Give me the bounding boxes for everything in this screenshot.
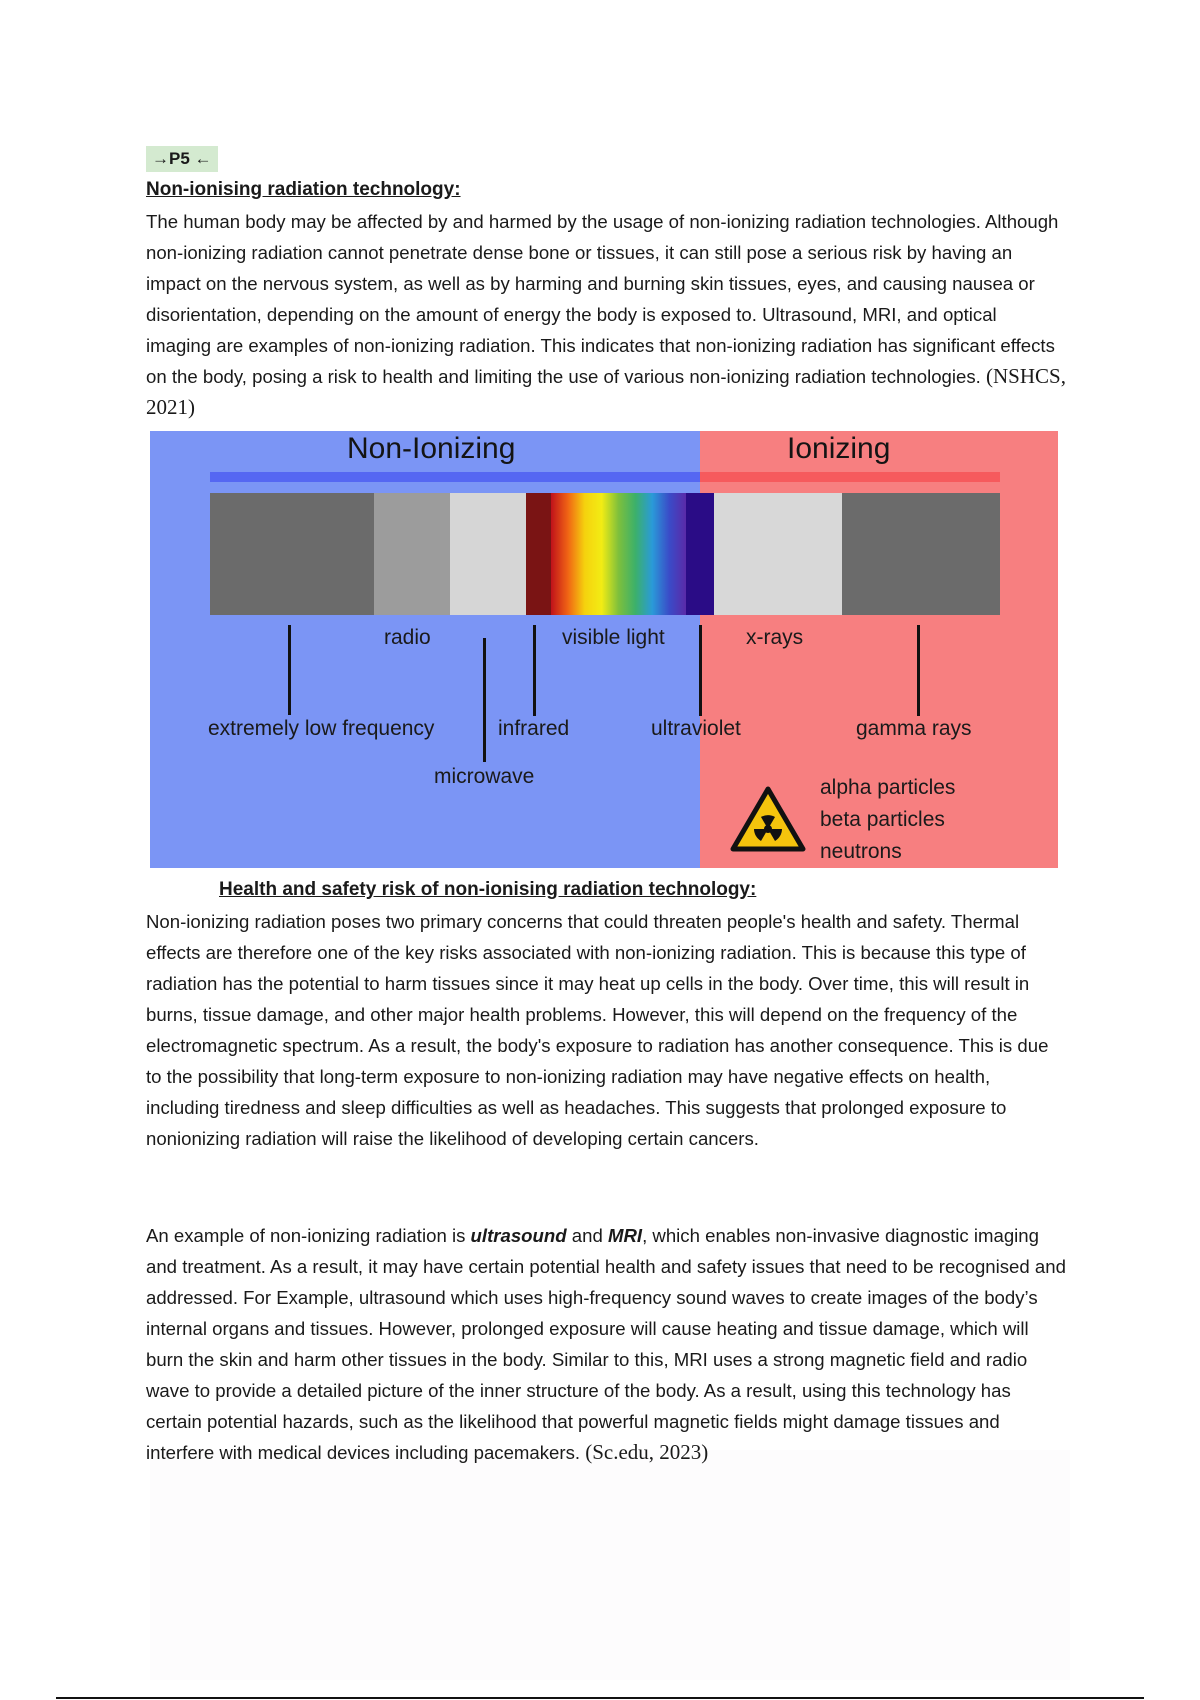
non-ionizing-title: Non-Ionizing [347,432,516,465]
spectrum-figure [150,431,1058,868]
label-x-rays: x-rays [746,626,804,649]
bottom-rule [56,1697,1144,1699]
tick-ultraviolet [699,625,702,716]
page-marker: →P5 ← [146,146,218,172]
spectrum-band-gamma [842,493,1000,615]
label-radio: radio [384,626,431,649]
spectrum-band-microwave [450,493,526,615]
citation-nshcs: (NSHCS, 2021) [146,364,1066,419]
citation-sc-edu: (Sc.edu, 2023) [585,1440,709,1464]
tick-microwave [483,638,486,762]
term-ultrasound: ultrasound [470,1225,567,1246]
paragraph-conjunction: and [566,1225,608,1246]
label-gamma-rays: gamma rays [856,717,972,740]
term-mri: MRI [607,1225,643,1246]
tick-gamma [917,625,920,716]
label-microwave: microwave [434,765,535,788]
paragraph-ultrasound-mri [146,1220,1066,1468]
page-shade [150,1450,1070,1680]
paragraph-health-safety: Non-ionizing radiation poses two primary concerns that could threaten people's health and safety. Thermal effects are therefore one of the key risks associated with non-ionizing radiation. This is because this type of radiation has the potential to harm tissues since it may heat up cells in the body. Over time, this will result in burns, tissue damage, and other major health problems. However, this will depend on the frequency of the electromagnetic spectrum. As a result, the body's exposure to radiation has another consequence. This is due to the possibility that long-term exposure to non-ionizing radiation may have negative effects on health, including tiredness and sleep difficulties as well as headaches. This suggests that prolonged exposure to nonionizing radiation will raise the likelihood of developing certain cancers. [146,911,1049,1149]
paragraph-text: The human body may be affected by and harmed by the usage of non-ionizing radiation technologies. Although non-ionizing radiation cannot penetrate dense bone or tissues, it can still pose a serious risk by having an impact on the nervous system, as well as by harming and burning skin tissues, eyes, and causing nausea or disorientation, depending on the amount of energy the body is exposed to. Ultrasound, MRI, and optical imaging are examples of non-ionizing radiation. This indicates that non-ionizing radiation has significant effects on the body, posing a risk to health and limiting the use of various non-ionizing radiation technologies. [146,211,1059,387]
paragraph-text: , which enables non-invasive diagnostic imaging and treatment. As a result, it may have certain potential health and safety issues that need to be recognised and addressed. For Example, ultrasound which uses high-frequency sound waves to create images of the body’s internal organs and tissues. However, prolonged exposure will cause heating and tissue damage, which will burn the skin and harm other tissues in the body. Similar to this, MRI uses a strong magnetic field and radio wave to provide a detailed picture of the inner structure of the body. As a result, using this technology has certain potential hazards, such as the likelihood that powerful magnetic fields might damage tissues and interfere with medical devices including pacemakers. [146,1225,1066,1463]
section-title-non-ionising: Non-ionising radiation technology: [146,179,461,200]
spectrum-band-elf [210,493,374,615]
radiation-hazard-icon [730,785,806,853]
label-ultraviolet: ultraviolet [651,717,741,740]
spectrum-band-ultraviolet [686,493,714,615]
ionizing-bar [700,472,1000,482]
label-beta-particles: beta particles [820,808,945,831]
label-infrared: infrared [498,717,570,740]
spectrum-band-infrared [526,493,551,615]
label-neutrons: neutrons [820,840,902,863]
section-title-health-safety: Health and safety risk of non-ionising radiation technology: [219,879,757,900]
spectrum-band-radio [374,493,450,615]
spectrum-band-xray [714,493,842,615]
spectrum-band-visible [551,493,686,615]
tick-elf [288,625,291,715]
paragraph-non-ionising-intro [146,206,1066,423]
non-ionizing-bar [210,472,700,482]
ionizing-title: Ionizing [787,432,891,465]
tick-infrared [533,625,536,716]
paragraph-intro: An example of non-ionizing radiation is [146,1225,471,1246]
label-extremely-low-frequency: extremely low frequency [208,717,435,740]
label-visible-light: visible light [562,626,665,649]
label-alpha-particles: alpha particles [820,776,956,799]
